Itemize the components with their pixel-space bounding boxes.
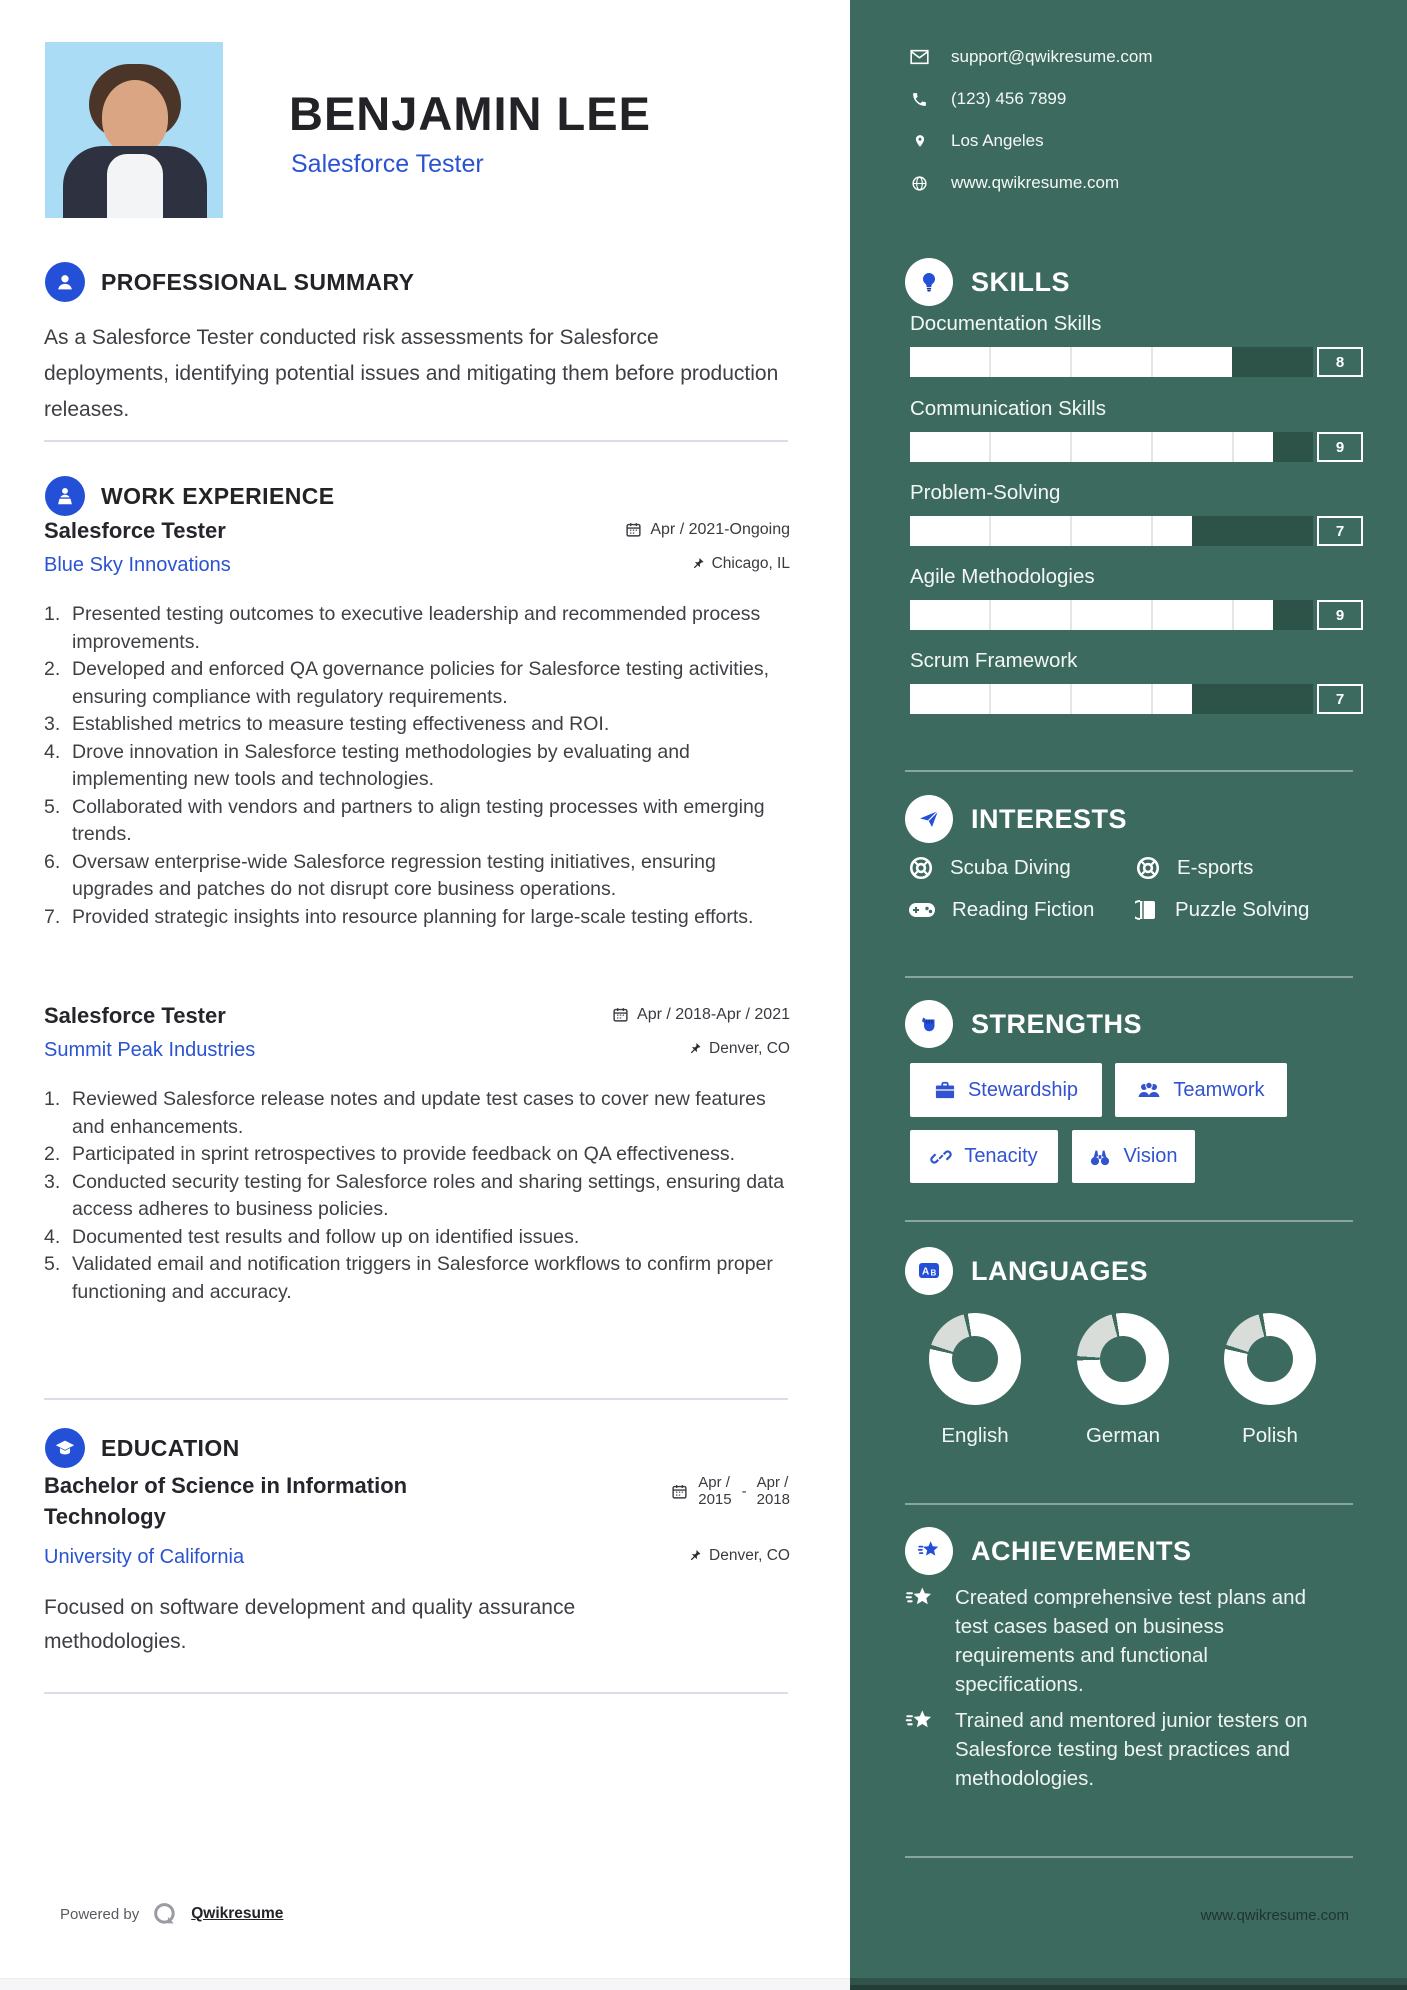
- avatar-shirt: [107, 154, 163, 218]
- shooting-star-icon: [905, 1708, 935, 1736]
- language-donut: [1224, 1313, 1316, 1405]
- skill-bar: [910, 600, 1313, 630]
- language-label: English: [941, 1424, 1009, 1447]
- bottom-strip-right: [850, 1978, 1407, 1990]
- interests-section-header: [905, 795, 1127, 843]
- contact-phone: (123) 456 7899: [850, 78, 1407, 120]
- skill-score-badge: 7: [1317, 684, 1363, 714]
- date-start: Apr / 2015: [698, 1474, 732, 1508]
- footer-powered-by: [60, 1900, 283, 1928]
- interests-section-title: INTERESTS: [971, 803, 1128, 834]
- lightbulb-icon: [905, 258, 953, 306]
- job-bullet: Developed and enforced QA governance policies for Salesforce testing activities, ensuring compliance with regulatory requirements.: [72, 658, 769, 708]
- job-bullet: Oversaw enterprise-wide Salesforce regression testing initiatives, ensuring upgrades and patches do not disrupt core business operations.: [72, 850, 716, 900]
- skill-item: [910, 397, 1363, 462]
- pushpin-icon: [688, 1548, 702, 1563]
- sidebar-divider: [905, 770, 1353, 772]
- skill-score-badge: 8: [1317, 347, 1363, 377]
- job-bullet: Provided strategic insights into resource planning for large-scale testing efforts.: [72, 905, 754, 928]
- divider: [44, 1692, 788, 1694]
- lifebuoy-icon: [908, 855, 934, 881]
- fist-icon: [905, 1000, 953, 1048]
- job-title: Salesforce Tester: [44, 518, 226, 543]
- skill-item: [910, 649, 1363, 714]
- skill-label: Problem-Solving: [910, 481, 1061, 504]
- divider: [44, 1398, 788, 1400]
- divider: [44, 440, 788, 442]
- job-bullet-list: [44, 601, 790, 931]
- skills-section-title: SKILLS: [971, 266, 1071, 297]
- strength-chip: Tenacity: [910, 1130, 1058, 1183]
- work-section-title: WORK EXPERIENCE: [101, 482, 335, 509]
- skill-bar-fill: [910, 684, 1192, 714]
- skill-score-badge: 7: [1317, 516, 1363, 546]
- language-label: Polish: [1242, 1424, 1298, 1447]
- achievement-item: Trained and mentored junior testers on Salesforce testing best practices and methodologies.: [905, 1706, 1325, 1793]
- strengths-section-header: [905, 1000, 1142, 1048]
- sidebar-divider: [905, 1856, 1353, 1858]
- education-section-header: [45, 1428, 240, 1468]
- bottom-strip-left: [0, 1978, 850, 1990]
- contact-email: support@qwikresume.com: [850, 36, 1407, 78]
- skill-label: Scrum Framework: [910, 649, 1078, 672]
- person-icon: [45, 262, 85, 302]
- graduation-cap-icon: [45, 1428, 85, 1468]
- summary-section-header: [45, 262, 414, 302]
- gamepad-icon: [908, 899, 936, 921]
- education-location: Denver, CO: [688, 1547, 790, 1565]
- presenter-icon: [45, 476, 85, 516]
- education-description: Focused on software development and quality assurance methodologies.: [44, 1596, 576, 1653]
- skill-bar-fill: [910, 600, 1273, 630]
- skill-score-badge: 9: [1317, 432, 1363, 462]
- achievements-section-title: ACHIEVEMENTS: [971, 1535, 1192, 1566]
- skill-bar-fill: [910, 432, 1273, 462]
- skill-item: [910, 481, 1363, 546]
- svg-text:B: B: [930, 1268, 937, 1278]
- achievements-section-header: [905, 1527, 1192, 1575]
- phone-icon: [910, 91, 929, 108]
- language-label: German: [1085, 1424, 1161, 1447]
- calendar-icon: [612, 1006, 629, 1023]
- job-bullet: Conducted security testing for Salesforce roles and sharing settings, ensuring data access adheres to business policies.: [72, 1170, 785, 1220]
- globe-icon: [910, 175, 929, 192]
- skill-label: Documentation Skills: [910, 312, 1102, 335]
- job-bullet-list: [44, 1086, 790, 1306]
- candidate-name: BENJAMIN LEE: [289, 87, 651, 140]
- svg-text:A: A: [922, 1266, 930, 1278]
- strengths-section-title: STRENGTHS: [971, 1008, 1143, 1039]
- education-entry: [44, 1470, 790, 1659]
- job-entry: [44, 1003, 790, 1306]
- job-location: Denver, CO: [688, 1040, 790, 1058]
- language-donut: [1077, 1313, 1169, 1405]
- summary-section-title: PROFESSIONAL SUMMARY: [101, 268, 415, 295]
- qwikresume-logo-icon: [151, 1900, 179, 1928]
- job-bullet: Validated email and notification triggers in Salesforce workflows to confirm proper functioning and accuracy.: [72, 1253, 773, 1303]
- date-separator: -: [741, 1482, 747, 1500]
- summary-text: As a Salesforce Tester conducted risk assessments for Salesforce deployments, identifying potential issues and mitigating them before production releases.: [44, 326, 779, 421]
- job-location: Chicago, IL: [691, 555, 790, 573]
- sidebar-divider: [905, 1220, 1353, 1222]
- calendar-icon: [671, 1483, 688, 1500]
- skill-item: [910, 565, 1363, 630]
- job-bullet: Participated in sprint retrospectives to provide feedback on QA effectiveness.: [72, 1143, 735, 1165]
- skill-item: [910, 312, 1363, 377]
- company-link[interactable]: Summit Peak Industries: [44, 1039, 256, 1061]
- interest-item: Puzzle Solving: [1135, 898, 1309, 922]
- avatar-face: [102, 80, 168, 154]
- languages-section-title: LANGUAGES: [971, 1255, 1149, 1286]
- skill-bar: [910, 684, 1313, 714]
- skill-label: Communication Skills: [910, 397, 1106, 420]
- job-bullet: Presented testing outcomes to executive leadership and recommended process improvements.: [72, 603, 761, 653]
- degree-name: Bachelor of Science in Information Technology: [44, 1473, 408, 1529]
- job-entry: [44, 518, 790, 931]
- qwikresume-link[interactable]: Qwikresume: [191, 1905, 284, 1922]
- calendar-icon: [625, 521, 642, 538]
- skill-label: Agile Methodologies: [910, 565, 1095, 588]
- powered-by-label: Powered by: [60, 1905, 140, 1923]
- job-bullet: Collaborated with vendors and partners to align testing processes with emerging trends.: [72, 795, 765, 845]
- interest-item: Scuba Diving: [908, 855, 1071, 881]
- skill-bar: [910, 516, 1313, 546]
- job-bullet: Drove innovation in Salesforce testing methodologies by evaluating and implementing new tools and technologies.: [72, 740, 690, 790]
- contact-block: [850, 36, 1407, 204]
- interest-item: Reading Fiction: [908, 898, 1094, 922]
- skill-bar: [910, 347, 1313, 377]
- skill-bar-fill: [910, 516, 1192, 546]
- company-link[interactable]: Blue Sky Innovations: [44, 554, 231, 576]
- strength-chip: Stewardship: [910, 1063, 1102, 1117]
- paper-plane-icon: [905, 795, 953, 843]
- skill-bar: [910, 432, 1313, 462]
- sidebar: [850, 0, 1407, 1990]
- shooting-star-icon: [905, 1585, 935, 1613]
- pushpin-icon: [691, 556, 705, 571]
- job-date: Apr / 2021-Ongoing: [625, 521, 790, 539]
- school-link[interactable]: University of California: [44, 1546, 245, 1568]
- team-icon: [1137, 1080, 1161, 1100]
- sidebar-divider: [905, 1503, 1353, 1505]
- profile-photo: [45, 42, 223, 218]
- binoculars-icon: [1089, 1147, 1111, 1167]
- job-bullet: Documented test results and follow up on identified issues.: [72, 1225, 580, 1248]
- interest-item: E-sports: [1135, 855, 1253, 881]
- contact-website: www.qwikresume.com: [850, 162, 1407, 204]
- chain-link-icon: [930, 1146, 952, 1168]
- briefcase-icon: [934, 1080, 956, 1100]
- skill-bar-fill: [910, 347, 1232, 377]
- work-section-header: [45, 476, 334, 516]
- education-date: [671, 1474, 790, 1508]
- job-bullet: Reviewed Salesforce release notes and update test cases to cover new features and enhancements.: [72, 1088, 766, 1138]
- sidebar-divider: [905, 976, 1353, 978]
- job-bullet: Established metrics to measure testing effectiveness and ROI.: [72, 713, 610, 735]
- job-date: Apr / 2018-Apr / 2021: [612, 1006, 790, 1024]
- sidebar-website: www.qwikresume.com: [1200, 1907, 1349, 1924]
- contact-location: Los Angeles: [850, 120, 1407, 162]
- envelope-icon: [910, 49, 929, 65]
- location-pin-icon: [910, 132, 929, 150]
- strength-chip: Teamwork: [1115, 1063, 1287, 1117]
- star-icon: [905, 1527, 953, 1575]
- achievement-item: Created comprehensive test plans and test cases based on business requirements and functional specifications.: [905, 1583, 1325, 1699]
- skill-score-badge: 9: [1317, 600, 1363, 630]
- language-donut: [929, 1313, 1021, 1405]
- job-title: Salesforce Tester: [44, 1003, 226, 1028]
- translate-icon: [905, 1247, 953, 1295]
- education-section-title: EDUCATION: [101, 1434, 240, 1461]
- skills-section-header: [905, 258, 1070, 306]
- candidate-title: Salesforce Tester: [291, 150, 484, 178]
- lifebuoy-icon: [1135, 855, 1161, 881]
- languages-section-header: [905, 1247, 1148, 1295]
- book-icon: [1135, 898, 1159, 922]
- pushpin-icon: [688, 1041, 702, 1056]
- date-end: Apr / 2018: [756, 1474, 790, 1508]
- strength-chip: Vision: [1072, 1130, 1195, 1183]
